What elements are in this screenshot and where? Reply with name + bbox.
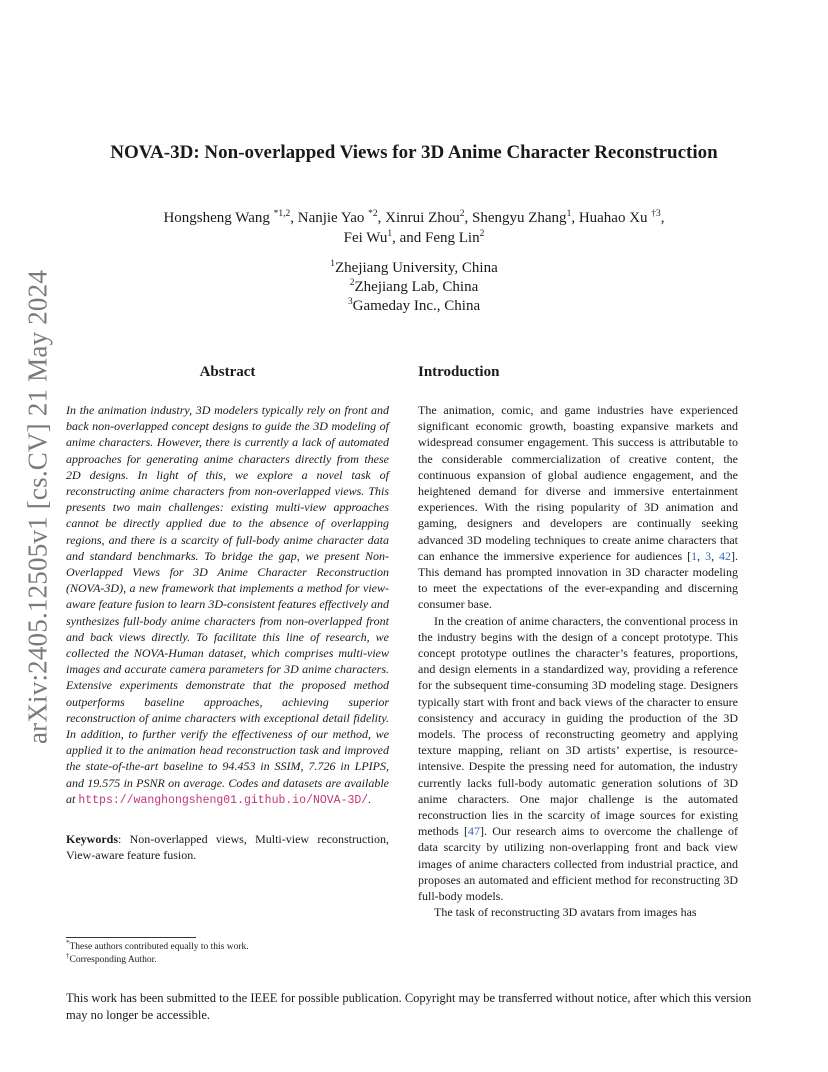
affiliation-mark: 3 — [347, 297, 353, 307]
author-mark: 2 — [479, 229, 485, 239]
author-separator: , — [660, 210, 665, 226]
intro-paragraph-1: The animation, comic, and game industries have experienced significant economic growth, boasting expansive markets and widespread consumer engagement. This success is attributable to the considerable commercialization of creative content, the continuous expansion of global audience engagement, and the heightened demand for diverse and immersive entertainment experiences. With the rising popularity of 3D animation and gaming, designers and developers are continually seeking advanced 3D modeling techniques to create anime characters that can enhance the immersive experience for audiences [1, 3, 42]. This demand has prompted innovation in 3D character modeling to meet the expectations of the ever-expanding and discerning consumer base. — [418, 403, 739, 612]
footnote-text: Corresponding Author. — [69, 955, 157, 965]
affiliation-name: Zhejiang University, China — [335, 260, 498, 276]
paper-title: NOVA-3D: Non-overlapped Views for 3D Anime Character Reconstruction — [110, 142, 718, 163]
author: Xinrui Zhou — [385, 210, 460, 226]
intro-text: The animation, comic, and game industries have experienced significant economic growth, boasting expansive markets and widespread consumer engagement. This success is attributable to the considerable commercialization of creative content, the continuous expansion of global audience engagement, and the heightened demand for diverse and immersive entertainment experiences. With the rising popularity of 3D animation and gaming, designers and developers are continually seeking advanced 3D modeling techniques to create anime characters that can enhance the immersive experience for audiences [ — [418, 403, 738, 563]
author: Fei Wu — [343, 230, 388, 246]
footnote-rule — [66, 937, 196, 938]
author-separator: , — [464, 210, 472, 226]
citation-link[interactable]: 47 — [467, 824, 480, 839]
right-column — [418, 364, 738, 921]
author-mark: 2 — [459, 209, 465, 219]
abstract-end: . — [368, 791, 372, 806]
abstract-body: In the animation industry, 3D modelers typically rely on front and back non-overlapped concept designs to guide the 3D modeling of anime characters. However, there is currently a lack of automated approaches for generating anime characters directly from these 2D designs. In light of this, we explore a novel task of reconstructing anime characters from non-overlapped views. This presents two main challenges: existing multi-view approaches cannot be directly applied due to the absence of overlapping regions, and there is a scarcity of full-body anime character data and standard benchmarks. To bridge the gap, we present Non-Overlapped Views for 3D Anime Character Reconstruction (NOVA-3D), a new framework that implements a method for view-aware feature fusion to learn 3D-consistent features effectively and synthesizes full-body anime characters from non-overlapped front and back views directly. To facilitate this line of research, we collected the NOVA-Human dataset, which comprises multi-view images and accurate camera parameters for 3D anime characters. Extensive experiments demonstrate that the proposed method outperforms baseline approaches, achieving superior reconstruction of anime characters with exceptional detail fidelity. In addition, to further verify the effectiveness of our method, we applied it to the animation head reconstruction task and improved the state-of-the-art baseline to 94.453 in SSIM, 7.726 in LPIPS, and 19.575 in PSNR on average. Codes and datasets are available at — [66, 403, 389, 806]
author-mark: 1 — [387, 229, 393, 239]
author: Feng Lin — [425, 230, 480, 246]
author-separator: , — [377, 210, 386, 226]
citation-link[interactable]: 42 — [719, 548, 732, 563]
intro-paragraph-3: The task of reconstructing 3D avatars from images has — [434, 905, 697, 920]
author-separator: , and — [392, 230, 426, 246]
affiliations — [64, 259, 764, 316]
introduction-heading: Introduction — [418, 364, 500, 380]
author-separator: , — [571, 210, 579, 226]
intro-text: ]. This demand has prompted innovation in 3D character modeling to meet the expectations of the ever-expanding and discerning consumer base. — [418, 548, 739, 612]
keywords-label: Keywords — [66, 832, 118, 847]
abstract-heading: Abstract — [199, 364, 256, 380]
affiliation — [64, 278, 764, 297]
author: Hongsheng Wang — [163, 210, 270, 226]
affiliation-name: Gameday Inc., China — [352, 298, 481, 314]
affiliation — [64, 297, 764, 316]
affiliation — [64, 259, 764, 278]
arxiv-sidebar — [0, 0, 64, 1072]
affiliation-mark: 1 — [330, 259, 335, 269]
footnote — [66, 938, 389, 954]
footnote — [66, 951, 389, 967]
affiliation-mark: 2 — [349, 278, 355, 288]
author-list — [110, 208, 718, 248]
left-column — [66, 364, 389, 863]
copyright-notice: This work has been submitted to the IEEE for possible publication. Copyright may be transferred without notice, after which this version may no longer be accessible. — [66, 991, 752, 1022]
citation-link[interactable]: 3 — [705, 548, 712, 563]
footnote-text: These authors contributed equally to this work. — [69, 942, 249, 952]
arxiv-identifier: arXiv:2405.12505v1 [cs.CV] 21 May 2024 — [22, 269, 53, 745]
keywords-text: : Non-overlapped views, Multi-view reconstruction, View-aware feature fusion. — [66, 832, 389, 863]
author-mark: 1 — [566, 209, 572, 219]
intro-text: In the creation of anime characters, the conventional process in the industry begins with the design of a concept prototype. This concept prototype outlines the character’s features, proportions, and design elements in a standardized way, providing a reference for the subsequent time-consuming 3D modeling stage. Designers typically start with front and back views of the character to ensure consistency and accuracy in guiding the production of the 3D models. The process of reconstructing geometry and applying texture mapping, reliant on 3D artists’ expertise, is resource-intensive. Despite the pressing need for automation, the industry currently lacks full-body automatic generation solutions of 3D anime characters. One major challenge is the automated reconstruction lies in the scarcity of image sources for existing methods [ — [418, 613, 738, 839]
author-separator: , — [290, 210, 298, 226]
author-mark: *1,2 — [273, 209, 291, 219]
citation-link[interactable]: 1 — [691, 548, 698, 563]
footnote-mark: † — [66, 951, 70, 960]
author: Huahao Xu — [578, 210, 648, 226]
author-mark: *2 — [368, 209, 378, 219]
abstract-text — [66, 402, 389, 809]
affiliation-name: Zhejiang Lab, China — [354, 279, 479, 295]
intro-text: ]. Our research aims to overcome the challenge of data scarcity by utilizing non-overlapping front and back view images of anime characters collected from industrial practice, and proposes an automated and efficient method for reconstructing 3D full-body models. — [418, 824, 738, 904]
author: Nanjie Yao — [297, 210, 365, 226]
footnotes — [66, 938, 389, 967]
author: Shengyu Zhang — [471, 210, 567, 226]
project-link[interactable]: https://wanghongsheng01.github.io/NOVA-3D/ — [78, 793, 369, 807]
author-mark: †3 — [651, 209, 661, 219]
footnote-mark: * — [66, 938, 70, 947]
intro-paragraph-2 — [418, 613, 738, 905]
keywords — [66, 831, 389, 863]
